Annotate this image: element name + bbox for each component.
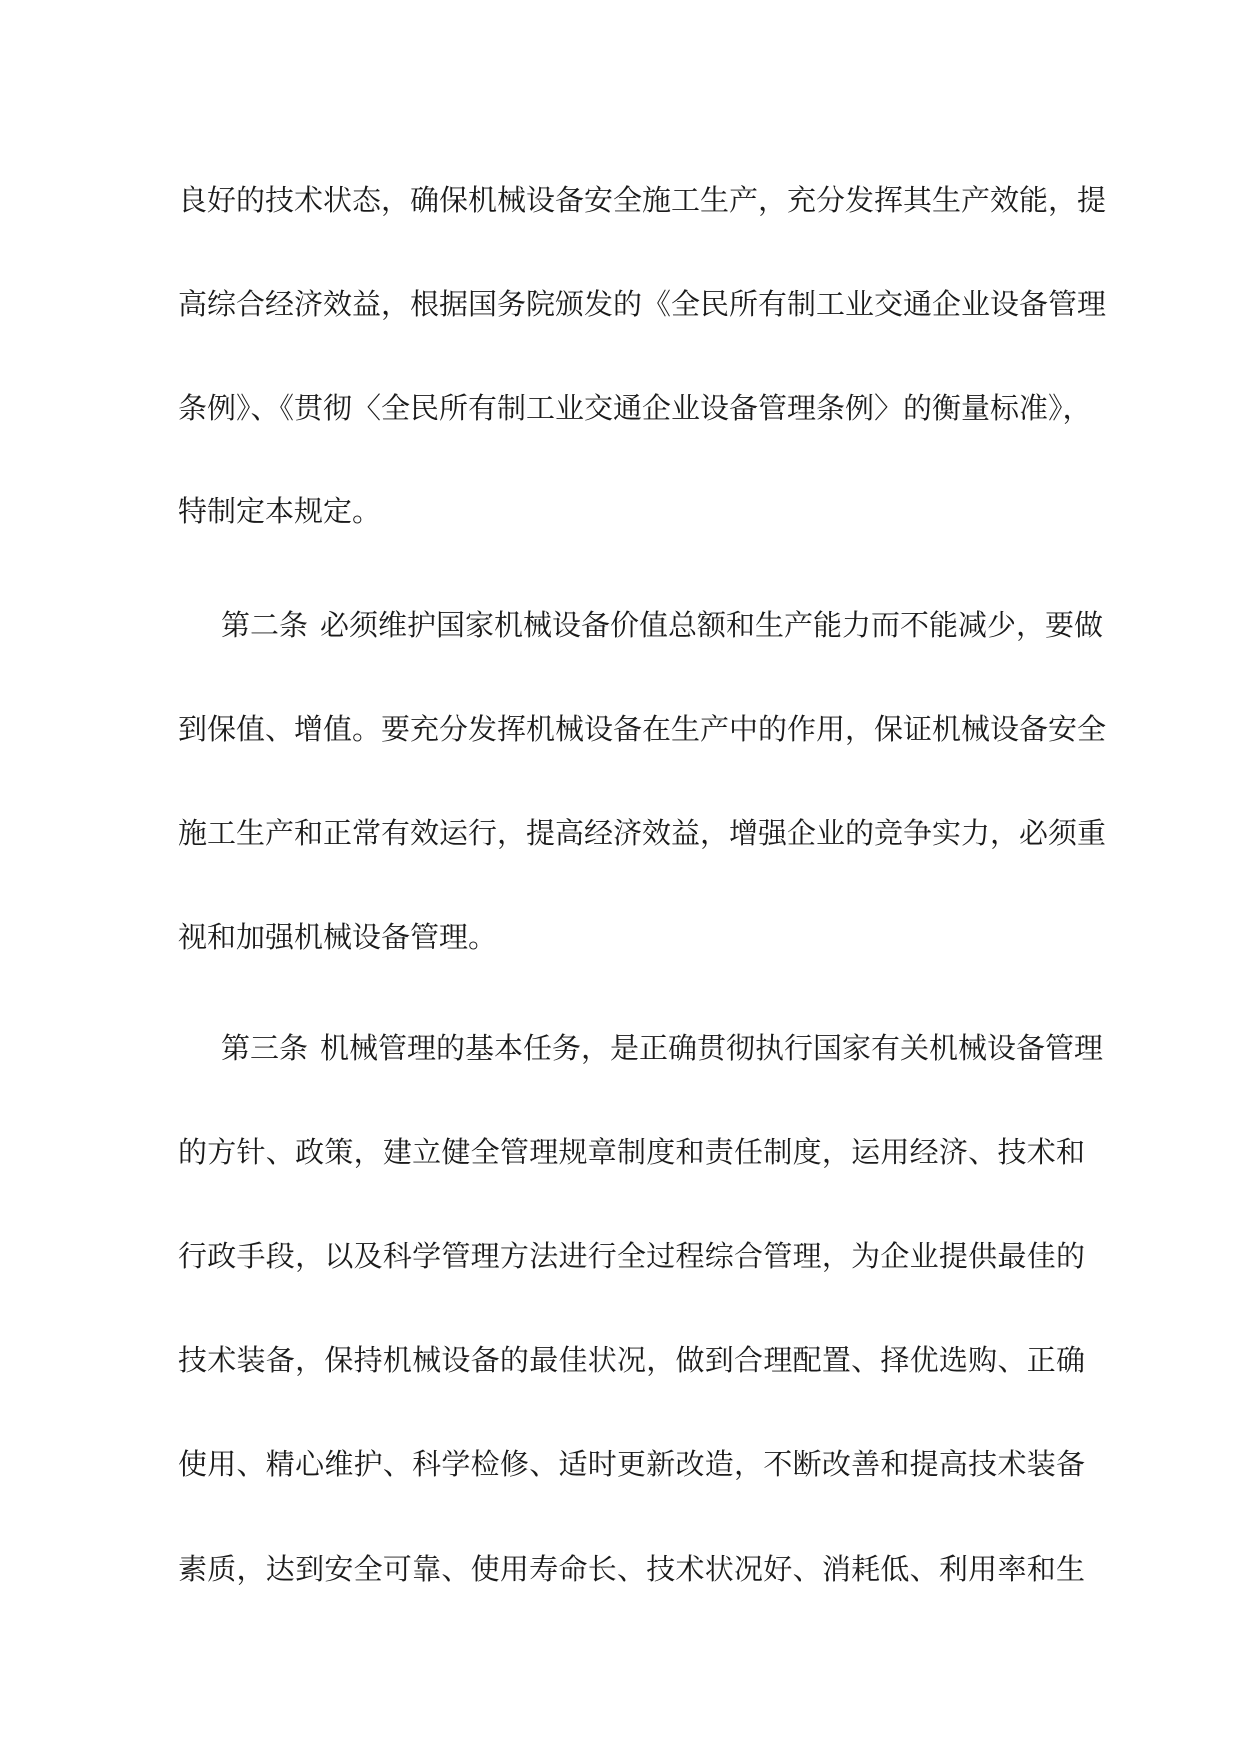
article-3-heading: 第三条: [221, 1031, 309, 1065]
text-line: 视和加强机械设备管理。: [178, 920, 498, 954]
text-line: 机械管理的基本任务，是正确贯彻执行国家有关机械设备管理: [320, 1031, 1104, 1065]
text-line: 良好的技术状态，确保机械设备安全施工生产，充分发挥其生产效能，提: [178, 183, 1107, 217]
article-2-heading: 第二条: [221, 608, 309, 642]
text-line: 必须维护国家机械设备价值总额和生产能力而不能减少，要做: [320, 608, 1104, 642]
text-line: 使用、精心维护、科学检修、适时更新改造，不断改善和提高技术装备: [178, 1447, 1085, 1481]
text-line: 素质，达到安全可靠、使用寿命长、技术状况好、消耗低、利用率和生: [178, 1552, 1085, 1586]
article-2-first-line: [221, 605, 1104, 645]
text-line: 特制定本规定。: [178, 494, 382, 528]
text-line: 施工生产和正常有效运行，提高经济效益，增强企业的竞争实力，必须重: [178, 816, 1107, 850]
text-line: 技术装备，保持机械设备的最佳状况，做到合理配置、择优选购、正确: [178, 1343, 1085, 1377]
text-line: 的方针、政策，建立健全管理规章制度和责任制度，运用经济、技术和: [178, 1135, 1085, 1169]
article-3-first-line: [221, 1028, 1104, 1068]
text-line: 到保值、增值。要充分发挥机械设备在生产中的作用，保证机械设备安全: [178, 712, 1107, 746]
text-line: 条例》、《贯彻〈全民所有制工业交通企业设备管理条例〉的衡量标准》，: [178, 391, 1092, 425]
text-line: 高综合经济效益，根据国务院颁发的《全民所有制工业交通企业设备管理: [178, 287, 1107, 321]
text-line: 行政手段，以及科学管理方法进行全过程综合管理，为企业提供最佳的: [178, 1239, 1085, 1273]
